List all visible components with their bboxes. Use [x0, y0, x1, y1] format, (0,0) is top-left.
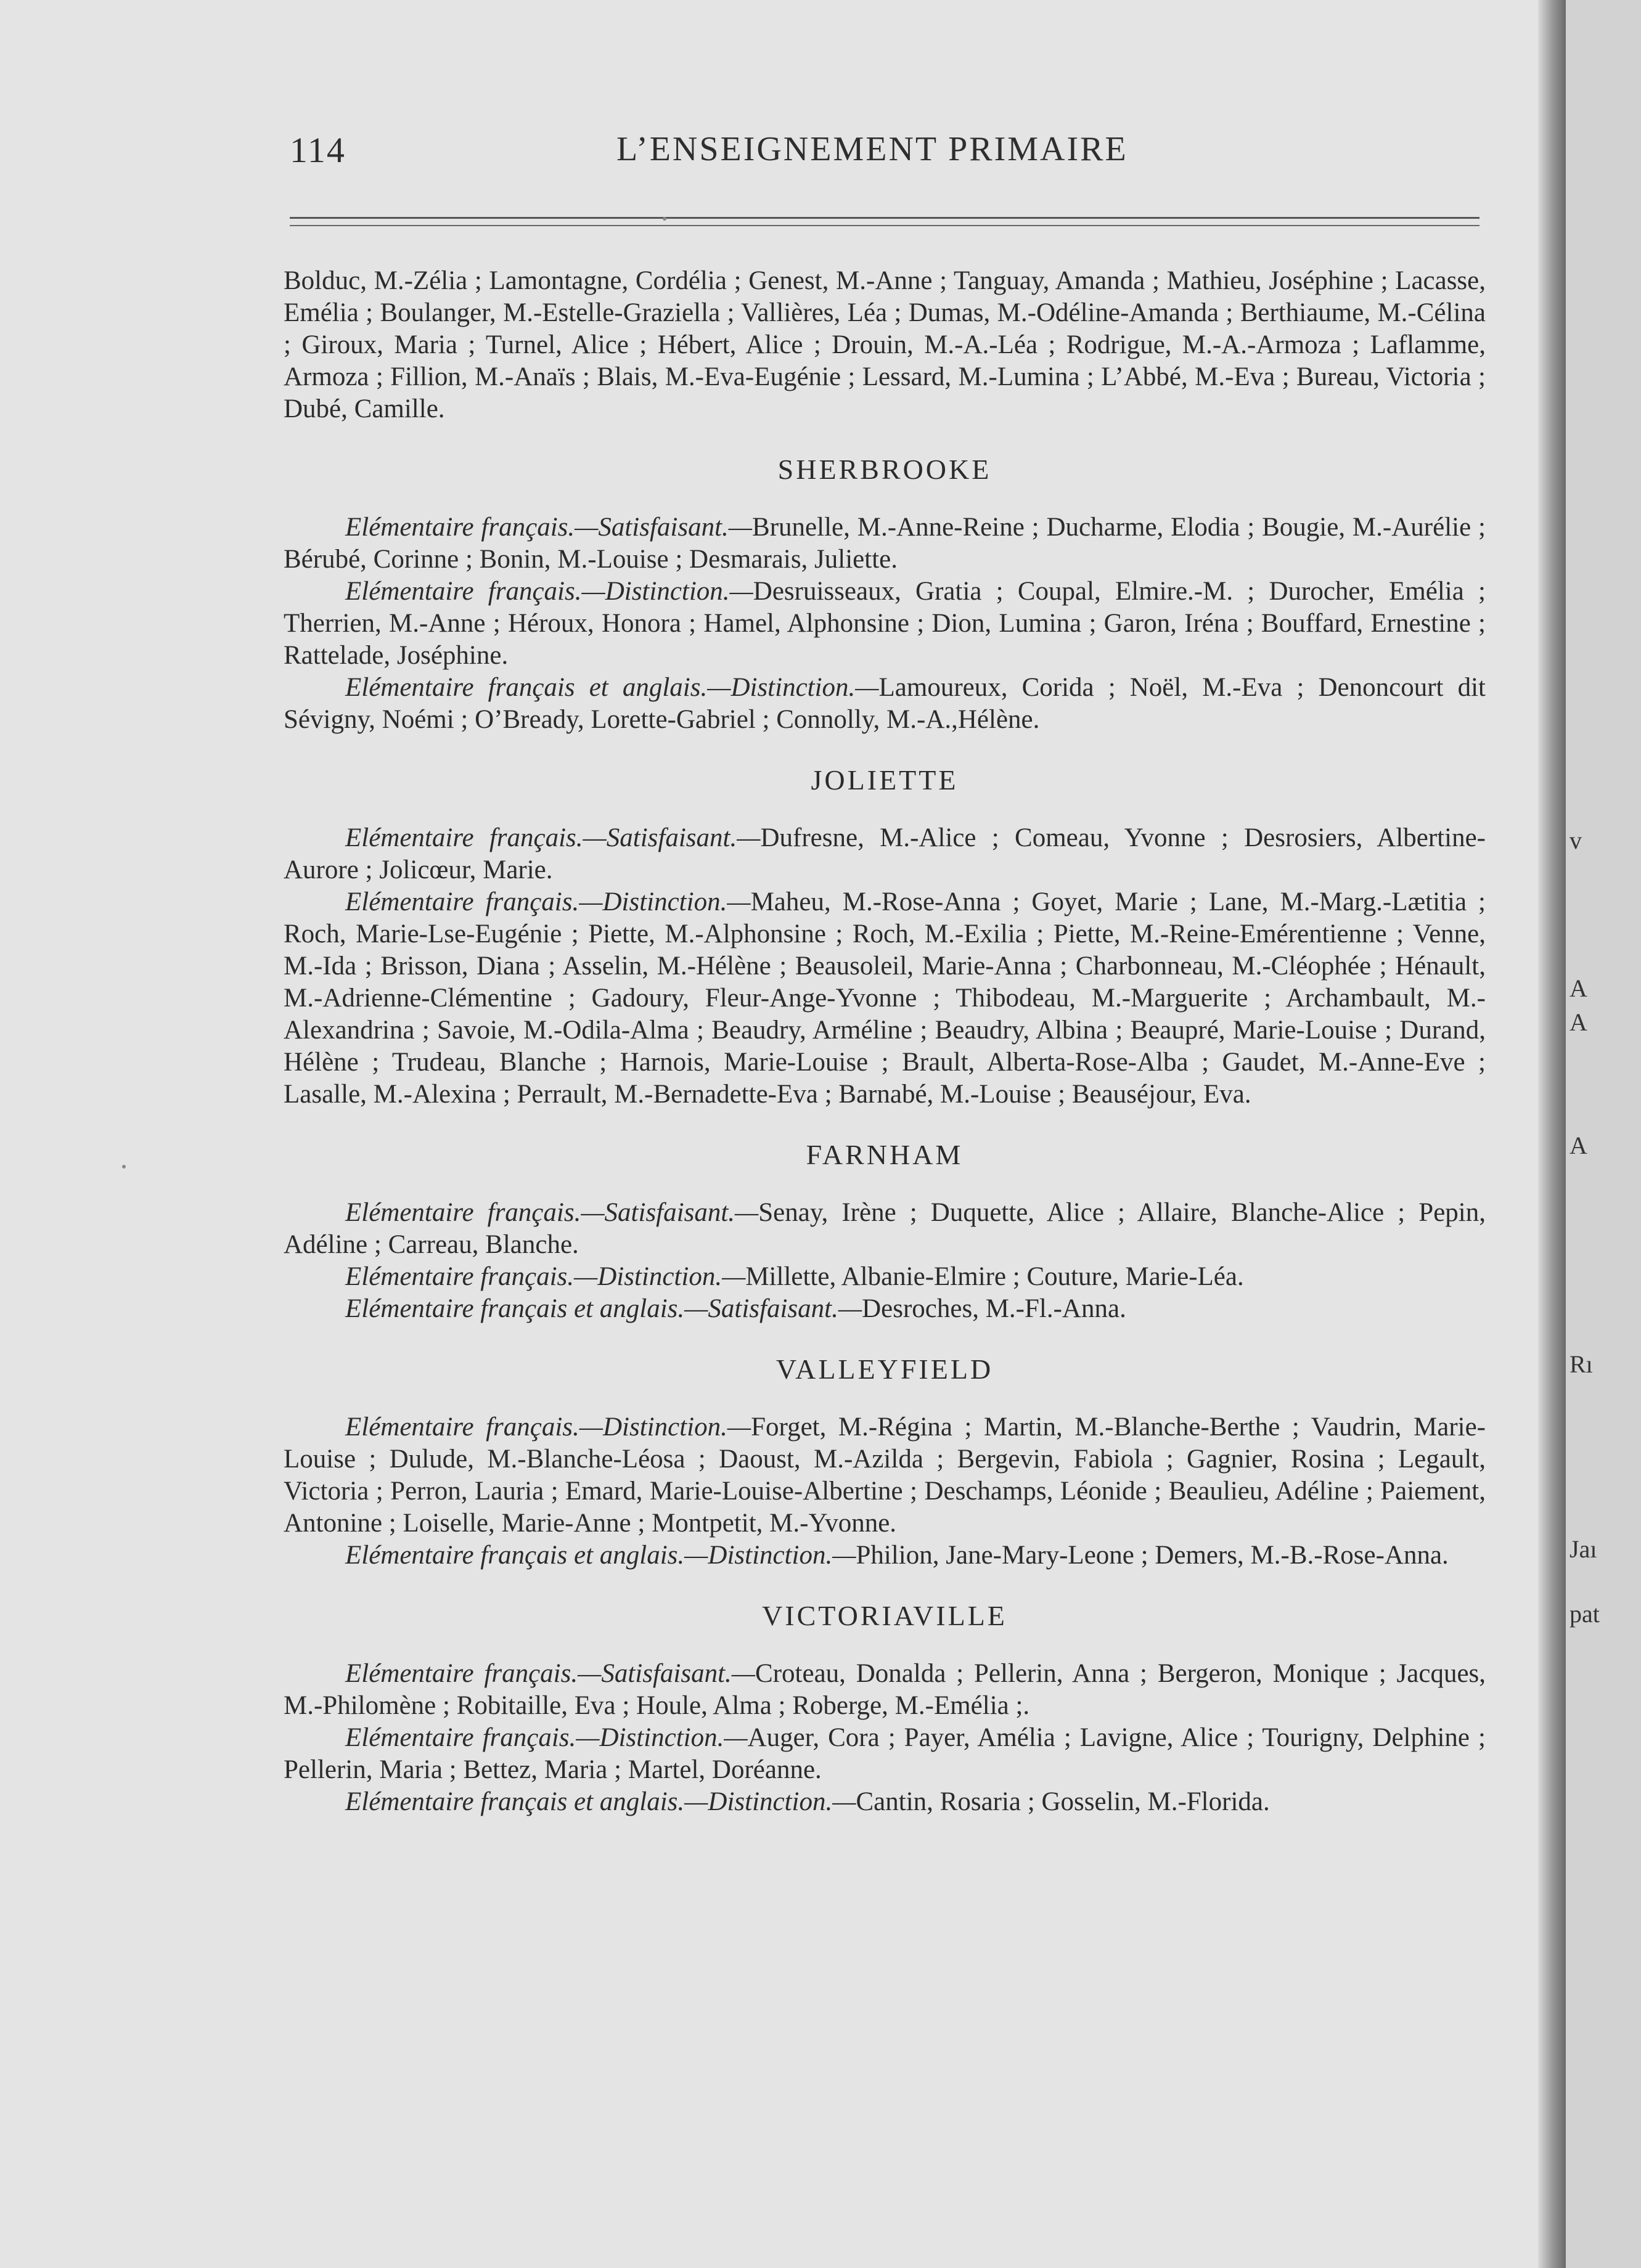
exam-result-entry — [284, 822, 1486, 886]
page-body — [284, 265, 1486, 1818]
candidate-names: Cantin, Rosaria ; Gosselin, M.-Florida. — [856, 1787, 1270, 1816]
exam-result-entry — [284, 1540, 1486, 1572]
section-heading-valleyfield: VALLEYFIELD — [775, 1353, 994, 1385]
adjacent-page-text-fragment: A — [1569, 974, 1587, 1002]
page-header — [290, 123, 1479, 179]
adjacent-page-edge — [1566, 0, 1641, 2268]
exam-category-label: Elémentaire français.—Distinction.— — [345, 1413, 751, 1442]
candidate-names: Brunelle, M.-Anne-Reine ; Ducharme, Elodia ; Bougie, M.-Aurélie ; Bérubé, Corinne ; Bonin, M.-Louise ; Desmarais, Juliette. — [284, 513, 1486, 574]
exam-category-label: Elémentaire français.—Satisfaisant.— — [345, 513, 753, 542]
exam-category-label: Elémentaire français.—Distinction.— — [345, 1723, 748, 1752]
exam-category-label: Elémentaire français.—Satisfaisant.— — [345, 1659, 756, 1688]
candidate-names: Dufresne, M.-Alice ; Comeau, Yvonne ; Desrosiers, Albertine-Aurore ; Jolicœur, Marie. — [284, 823, 1486, 884]
candidate-names: Desruisseaux, Gratia ; Coupal, Elmire.-M. ; Durocher, Emélia ; Therrien, M.-Anne ; Héroux, Honora ; Hamel, Alphonsine ; Dion, Lumina ; Garon, Iréna ; Bouffard, Ernestine ; Rattelade, Joséphine. — [284, 577, 1486, 670]
exam-result-entry — [284, 1786, 1486, 1818]
exam-category-label: Elémentaire français et anglais.—Distinction.— — [345, 1787, 856, 1816]
exam-result-entry — [284, 1261, 1486, 1293]
exam-result-entry — [284, 1293, 1486, 1325]
adjacent-page-text-fragment: Rı — [1569, 1350, 1593, 1378]
exam-result-entry — [284, 1722, 1486, 1786]
header-rule — [290, 217, 1479, 226]
candidate-names: Maheu, M.-Rose-Anna ; Goyet, Marie ; Lane, M.-Marg.-Lætitia ; Roch, Marie-Lse-Eugénie ; Piette, M.-Alphonsine ; Roch, M.-Exilia ; Piette, M.-Reine-Emérentienne ; Venne, M.-Ida ; Brisson, Diana ; Asselin, M.-Hélène ; Beausoleil, Marie-Anna ; Charbonneau, M.-Cléophée ; Hénault, M.-Adrienne-Clémentine ; Gadoury, Fleur-Ange-Yvonne ; Thibodeau, M.-Marguerite ; Archambault, M.-Alexandrina ; Savoie, M.-Odila-Alma ; Beaudry, Arméline ; Beaudry, Albina ; Beaupré, Marie-Louise ; Durand, Hélène ; Trudeau, Blanche ; Harnois, Marie-Louise ; Brault, Alberta-Rose-Alba ; Gaudet, M.-Anne-Eve ; Lasalle, M.-Alexina ; Perrault, M.-Bernadette-Eva ; Barnabé, M.-Louise ; Beauséjour, Eva. — [284, 887, 1486, 1109]
candidate-names: Millette, Albanie-Elmire ; Couture, Marie-Léa. — [745, 1262, 1244, 1291]
section-heading-victoriaville: VICTORIAVILLE — [762, 1600, 1007, 1631]
exam-category-label: Elémentaire français.—Distinction.— — [345, 1262, 746, 1291]
print-speck — [663, 217, 666, 221]
section-heading-sherbrooke: SHERBROOKE — [777, 454, 992, 485]
candidate-names: Auger, Cora ; Payer, Amélia ; Lavigne, Alice ; Tourigny, Delphine ; Pellerin, Maria ; Bettez, Maria ; Martel, Doréanne. — [284, 1723, 1486, 1784]
exam-result-entry — [284, 1658, 1486, 1722]
adjacent-page-text-fragment: v — [1569, 826, 1582, 854]
candidate-names: Croteau, Donalda ; Pellerin, Anna ; Bergeron, Monique ; Jacques, M.-Philomène ; Robitaille, Eva ; Houle, Alma ; Roberge, M.-Emélia ;. — [284, 1659, 1486, 1720]
adjacent-page-text-fragment: A — [1569, 1132, 1587, 1159]
section-heading-farnham: FARNHAM — [806, 1139, 964, 1170]
exam-result-entry — [284, 886, 1486, 1111]
exam-category-label: Elémentaire français.—Distinction.— — [345, 577, 753, 606]
adjacent-page-text-fragment: Jaı — [1569, 1535, 1597, 1563]
section-heading-joliette: JOLIETTE — [811, 764, 959, 796]
exam-category-label: Elémentaire français.—Satisfaisant.— — [345, 1198, 759, 1227]
running-title: L’ENSEIGNEMENT PRIMAIRE — [616, 130, 1128, 168]
exam-result-entry — [284, 1411, 1486, 1540]
exam-category-label: Elémentaire français et anglais.—Distinction.— — [345, 673, 879, 702]
exam-category-label: Elémentaire français.—Distinction.— — [345, 887, 751, 916]
continued-name-list: Bolduc, M.-Zélia ; Lamontagne, Cordélia ; Genest, M.-Anne ; Tanguay, Amanda ; Mathieu, Joséphine ; Lacasse, Emélia ; Boulanger, M.-Estelle-Graziella ; Vallières, Léa ; Dumas, M.-Odéline-Amanda ; Berthiaume, M.-Célina ; Giroux, Maria ; Turnel, Alice ; Hébert, Alice ; Drouin, M.-A.-Léa ; Rodrigue, M.-A.-Armoza ; Laflamme, Armoza ; Fillion, M.-Anaïs ; Blais, M.-Eva-Eugénie ; Lessard, M.-Lumina ; L’Abbé, M.-Eva ; Bureau, Victoria ; Dubé, Camille. — [284, 266, 1486, 423]
candidate-names: Desroches, M.-Fl.-Anna. — [862, 1294, 1126, 1323]
exam-category-label: Elémentaire français et anglais.—Satisfaisant.— — [345, 1294, 862, 1323]
candidate-names: Senay, Irène ; Duquette, Alice ; Allaire, Blanche-Alice ; Pepin, Adéline ; Carreau, Blanche. — [284, 1198, 1486, 1259]
book-gutter-shadow — [1538, 0, 1566, 2268]
candidate-names: Philion, Jane-Mary-Leone ; Demers, M.-B.-Rose-Anna. — [856, 1541, 1449, 1570]
exam-result-entry — [284, 672, 1486, 736]
print-speck — [122, 1165, 126, 1169]
exam-result-entry — [284, 576, 1486, 672]
exam-category-label: Elémentaire français et anglais.—Distinction.— — [345, 1541, 856, 1570]
exam-result-entry — [284, 512, 1486, 576]
exam-category-label: Elémentaire français.—Satisfaisant.— — [345, 823, 761, 852]
adjacent-page-text-fragment: pat — [1569, 1600, 1600, 1628]
page-number: 114 — [290, 130, 346, 170]
candidate-names: Lamoureux, Corida ; Noël, M.-Eva ; Denoncourt dit Sévigny, Noémi ; O’Bready, Lorette-Gabriel ; Connolly, M.-A.,Hélène. — [284, 673, 1486, 734]
candidate-names: Forget, M.-Régina ; Martin, M.-Blanche-Berthe ; Vaudrin, Marie-Louise ; Dulude, M.-Blanche-Léosa ; Daoust, M.-Azilda ; Bergevin, Fabiola ; Gagnier, Rosina ; Legault, Victoria ; Perron, Lauria ; Emard, Marie-Louise-Albertine ; Deschamps, Léonide ; Beaulieu, Adéline ; Paiement, Antonine ; Loiselle, Marie-Anne ; Montpetit, M.-Yvonne. — [284, 1413, 1486, 1538]
exam-result-entry — [284, 1197, 1486, 1261]
adjacent-page-text-fragment: A — [1569, 1008, 1587, 1036]
